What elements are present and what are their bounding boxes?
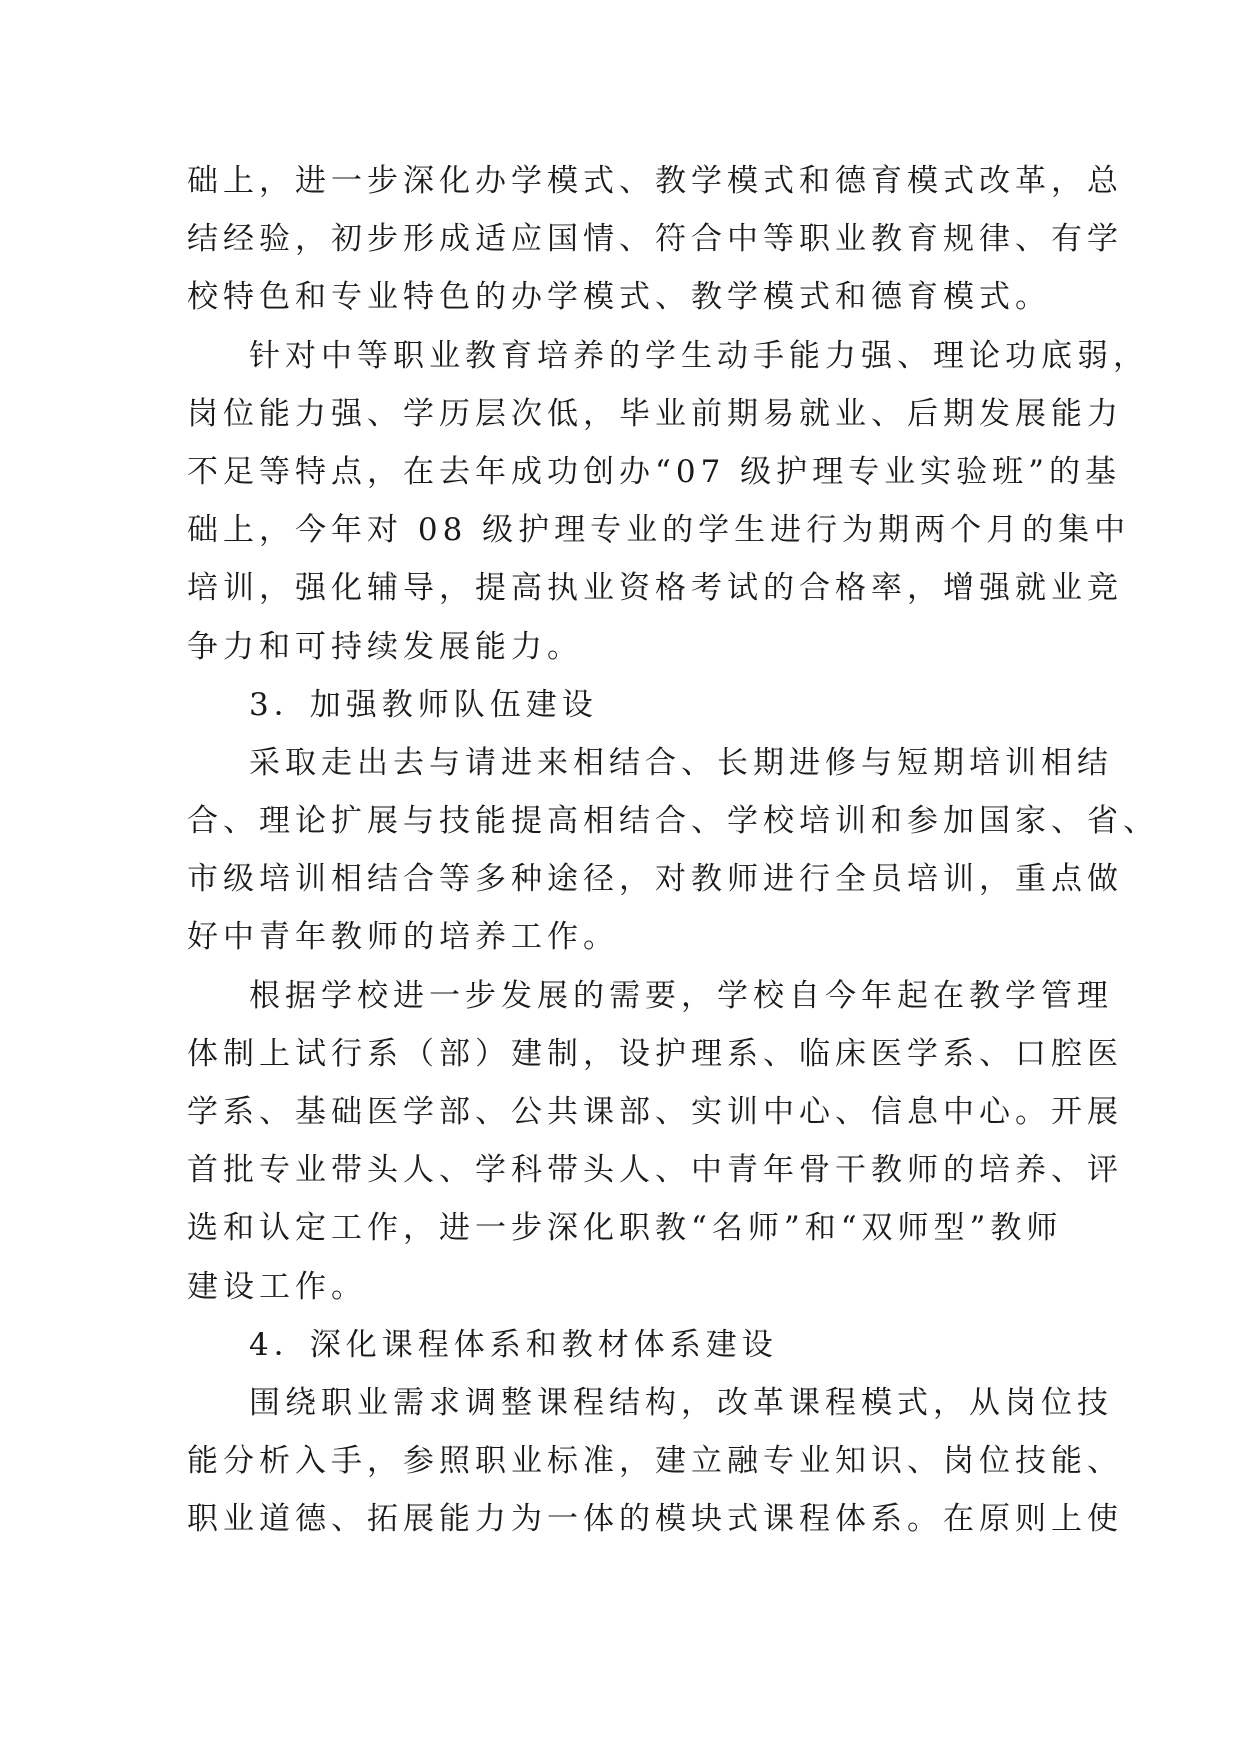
paragraph-first-line: 采取走出去与请进来相结合、长期进修与短期培训相结 (249, 744, 1113, 781)
paragraph-first-line: 根据学校进一步发展的需要，学校自今年起在教学管理 (249, 977, 1113, 1014)
text-line: 争力和可持续发展能力。 (187, 628, 583, 665)
text-line: 础上，进一步深化办学模式、教学模式和德育模式改革，总 (187, 163, 1123, 199)
text-line: 市级培训相结合等多种途径，对教师进行全员培训，重点做 (187, 861, 1123, 898)
text-line: 首批专业带头人、学科带头人、中青年骨干教师的培养、评 (187, 1152, 1123, 1189)
text-line: 结经验，初步形成适应国情、符合中等职业教育规律、有学 (187, 221, 1123, 258)
text-line: 体制上试行系（部）建制，设护理系、临床医学系、口腔医 (187, 1035, 1123, 1072)
text-line: 不足等特点，在去年成功创办“07 级护理专业实验班”的基 (187, 453, 1121, 490)
text-line: 建设工作。 (187, 1268, 367, 1305)
document-body (187, 161, 1159, 1558)
text-line: 能分析入手，参照职业标准，建立融专业知识、岗位技能、 (187, 1443, 1123, 1480)
paragraph-first-line: 围绕职业需求调整课程结构，改革课程模式，从岗位技 (249, 1384, 1113, 1421)
text-line: 校特色和专业特色的办学模式、教学模式和德育模式。 (187, 279, 1051, 316)
section-heading: 4．深化课程体系和教材体系建设 (249, 1326, 778, 1363)
section-heading: 3．加强教师队伍建设 (249, 686, 598, 723)
text-line: 合、理论扩展与技能提高相结合、学校培训和参加国家、省、 (187, 803, 1159, 840)
text-line: 职业道德、拓展能力为一体的模块式课程体系。在原则上使 (187, 1501, 1123, 1538)
paragraph-first-line: 针对中等职业教育培养的学生动手能力强、理论功底弱， (249, 337, 1149, 374)
text-line: 岗位能力强、学历层次低，毕业前期易就业、后期发展能力 (187, 395, 1123, 432)
text-line: 好中青年教师的培养工作。 (187, 919, 619, 956)
text-line: 选和认定工作，进一步深化职教“名师”和“双师型”教师 (187, 1210, 1063, 1247)
text-line: 础上，今年对 08 级护理专业的学生进行为期两个月的集中 (187, 512, 1131, 549)
text-line: 培训，强化辅导，提高执业资格考试的合格率，增强就业竞 (187, 570, 1123, 607)
text-line: 学系、基础医学部、公共课部、实训中心、信息中心。开展 (187, 1094, 1123, 1130)
